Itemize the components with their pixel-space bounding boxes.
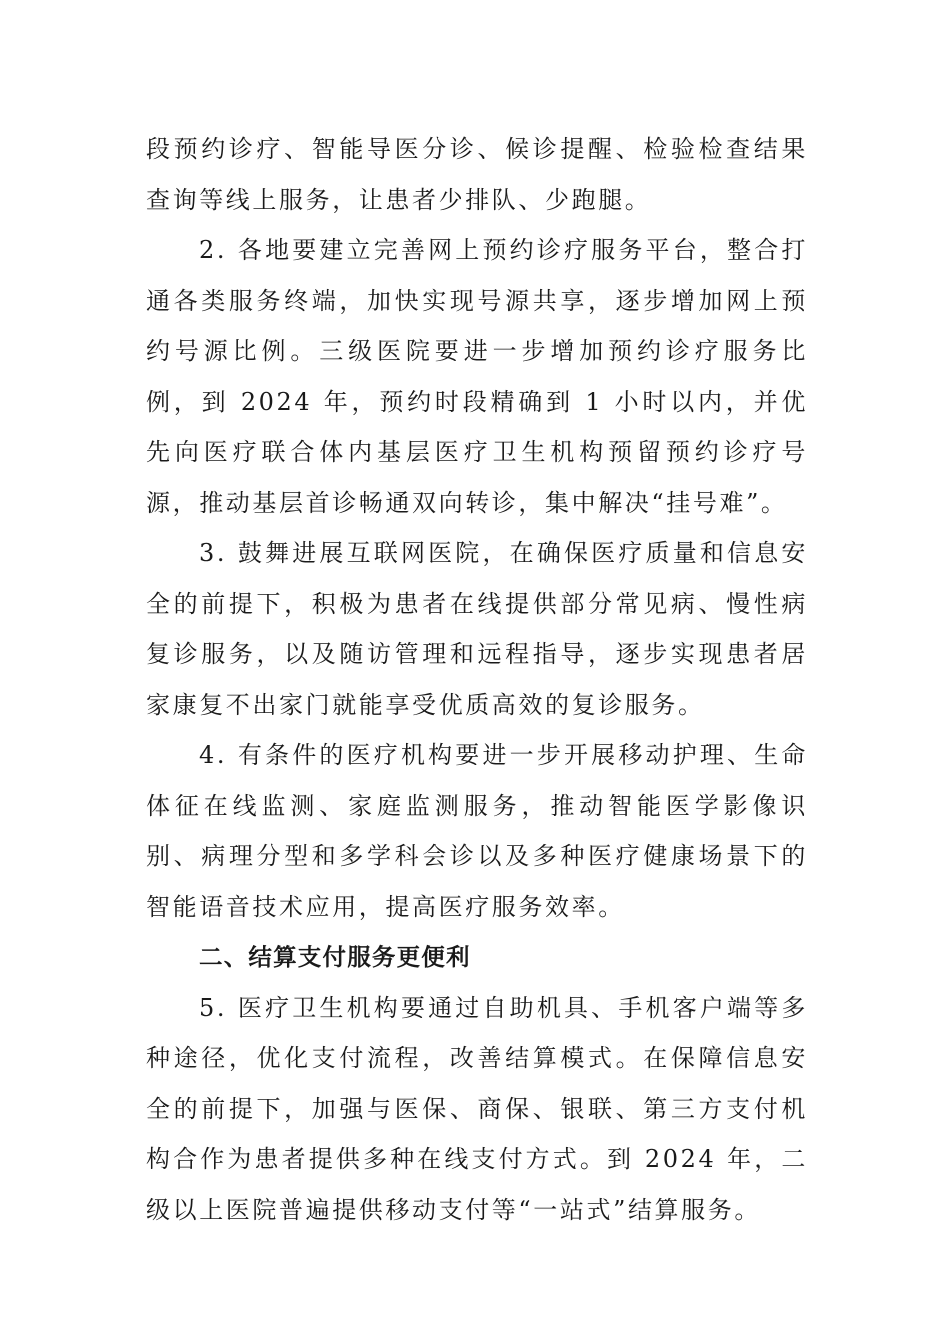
paragraph-continuation: 段预约诊疗、智能导医分诊、候诊提醒、检验检查结果查询等线上服务，让患者少排队、少跑腿。	[146, 135, 808, 214]
paragraph-4: 4. 有条件的医疗机构要进一步开展移动护理、生命体征在线监测、家庭监测服务，推动智能医学影像识别、病理分型和多学科会诊以及多种医疗健康场景下的智能语音技术应用，提高医疗服务效率。	[146, 741, 808, 921]
paragraph-3: 3. 鼓舞进展互联网医院，在确保医疗质量和信息安全的前提下，积极为患者在线提供部分常见病、慢性病复诊服务，以及随访管理和远程指导，逐步实现患者居家康复不出家门就能享受优质高效的复诊服务。	[146, 539, 808, 719]
section-heading-2: 二、结算支付服务更便利	[199, 943, 471, 971]
paragraph-2: 2. 各地要建立完善网上预约诊疗服务平台，整合打通各类服务终端，加快实现号源共享，逐步增加网上预约号源比例。三级医院要进一步增加预约诊疗服务比例，到 2024 年，预约时段精确到 1 小时以内，并优先向医疗联合体内基层医疗卫生机构预留预约诊疗号源，推动基层首诊畅通双向转诊，集中解决“挂号难”。	[146, 236, 808, 517]
document-body	[146, 124, 808, 1235]
paragraph-5: 5. 医疗卫生机构要通过自助机具、手机客户端等多种途径，优化支付流程，改善结算模式。在保障信息安全的前提下，加强与医保、商保、银联、第三方支付机构合作为患者提供多种在线支付方式。到 2024 年，二级以上医院普遍提供移动支付等“一站式”结算服务。	[146, 993, 808, 1224]
